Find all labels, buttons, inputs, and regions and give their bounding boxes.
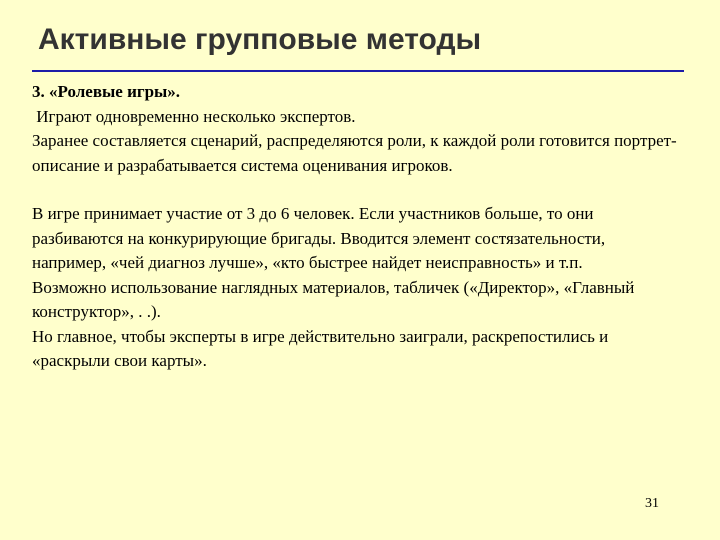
section-subheading: 3. «Ролевые игры». — [32, 82, 181, 101]
slide-title: Активные групповые методы — [38, 23, 482, 56]
paragraph-line: Возможно использование наглядных материалов, табличек («Директор», «Главный конструктор», . .). — [32, 277, 635, 321]
paragraph-line: Но главное, чтобы эксперты в игре действительно заиграли, раскрепостились и «раскрыли свои карты». — [32, 326, 609, 370]
paragraph-line: Заранее составляется сценарий, распределяются роли, к каждой роли готовится портрет-описание и разрабатывается система оценивания игроков. — [32, 131, 677, 175]
paragraph-line: Играют одновременно несколько экспертов. — [32, 106, 356, 126]
page-number: 31 — [645, 496, 659, 511]
title-divider — [32, 70, 684, 72]
paragraph-gap — [32, 178, 682, 202]
paragraph-line: В игре принимает участие от 3 до 6 человек. Если участников больше, то они разбиваются на конкурирующие бригады. Вводится элемент состязательности, например, «чей диагноз лучше», «кто быстрее найдет неисправность» и т.п. — [32, 204, 606, 272]
slide-body — [32, 80, 682, 374]
